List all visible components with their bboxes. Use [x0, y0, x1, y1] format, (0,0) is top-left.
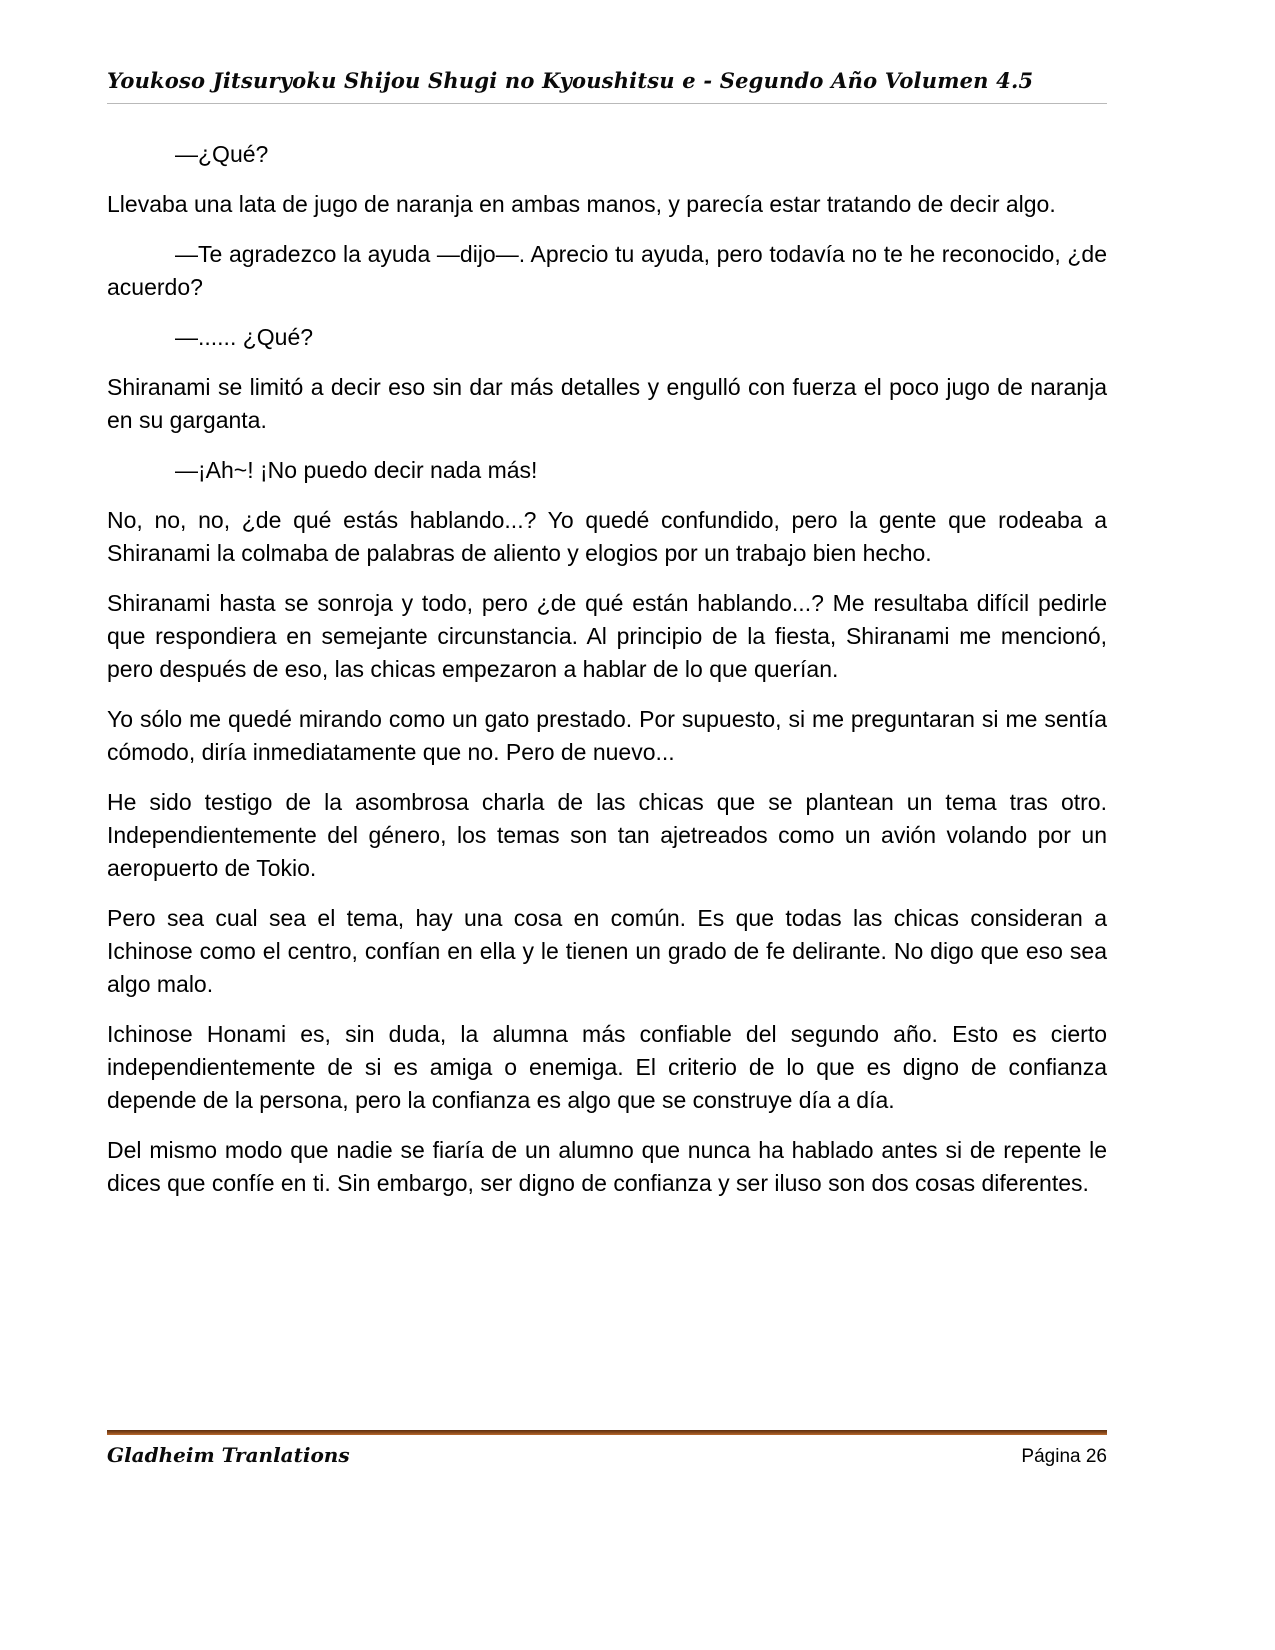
- body-paragraph: Pero sea cual sea el tema, hay una cosa en común. Es que todas las chicas consideran a Ichinose como el centro, confían en ella y le tienen un grado de fe delirante. No digo que eso sea algo malo.: [107, 905, 1107, 997]
- document-body: [107, 138, 1107, 1217]
- body-paragraph: Yo sólo me quedé mirando como un gato prestado. Por supuesto, si me preguntaran si me sentía cómodo, diría inmediatamente que no. Pero de nuevo...: [107, 706, 1107, 765]
- paragraph-dialogue: —...... ¿Qué?: [175, 324, 314, 350]
- paragraph-dialogue: —Te agradezco la ayuda —dijo—. Aprecio tu ayuda, pero todavía no te he reconocido, ¿de acuerdo?: [107, 241, 1107, 300]
- page-footer: [107, 1430, 1107, 1468]
- body-paragraph: Shiranami hasta se sonroja y todo, pero ¿de qué están hablando...? Me resultaba difícil pedirle que respondiera en semejante circunstancia. Al principio de la fiesta, Shiranami me mencionó, pero después de eso, las chicas empezaron a hablar de lo que querían.: [107, 590, 1107, 682]
- body-paragraph: No, no, no, ¿de qué estás hablando...? Yo quedé confundido, pero la gente que rodeaba a Shiranami la colmaba de palabras de aliento y elogios por un trabajo bien hecho.: [107, 507, 1107, 566]
- paragraph-dialogue: —¿Qué?: [175, 141, 269, 167]
- paragraph-dialogue: —¡Ah~! ¡No puedo decir nada más!: [175, 457, 538, 483]
- footer-rule: [107, 1430, 1107, 1435]
- body-paragraph: Del mismo modo que nadie se fiaría de un alumno que nunca ha hablado antes si de repente le dices que confíe en ti. Sin embargo, ser digno de confianza y ser iluso son dos cosas diferentes.: [107, 1137, 1107, 1196]
- page-number: Página 26: [1021, 1446, 1107, 1467]
- translator-credit: Gladheim Tranlations: [107, 1443, 350, 1467]
- page-header: [107, 68, 1107, 104]
- header-title: Youkoso Jitsuryoku Shijou Shugi no Kyoushitsu e - Segundo Año Volumen 4.5: [107, 68, 1107, 104]
- body-paragraph: Shiranami se limitó a decir eso sin dar más detalles y engulló con fuerza el poco jugo de naranja en su garganta.: [107, 374, 1107, 433]
- footer-row: [107, 1443, 1107, 1468]
- body-paragraph: He sido testigo de la asombrosa charla de las chicas que se plantean un tema tras otro. Independientemente del género, los temas son tan ajetreados como un avión volando por un aeropuerto de Tokio.: [107, 789, 1107, 881]
- body-paragraph: Llevaba una lata de jugo de naranja en ambas manos, y parecía estar tratando de decir algo.: [107, 191, 1056, 217]
- body-paragraph: Ichinose Honami es, sin duda, la alumna más confiable del segundo año. Esto es cierto independientemente de si es amiga o enemiga. El criterio de lo que es digno de confianza depende de la persona, pero la confianza es algo que se construye día a día.: [107, 1021, 1107, 1113]
